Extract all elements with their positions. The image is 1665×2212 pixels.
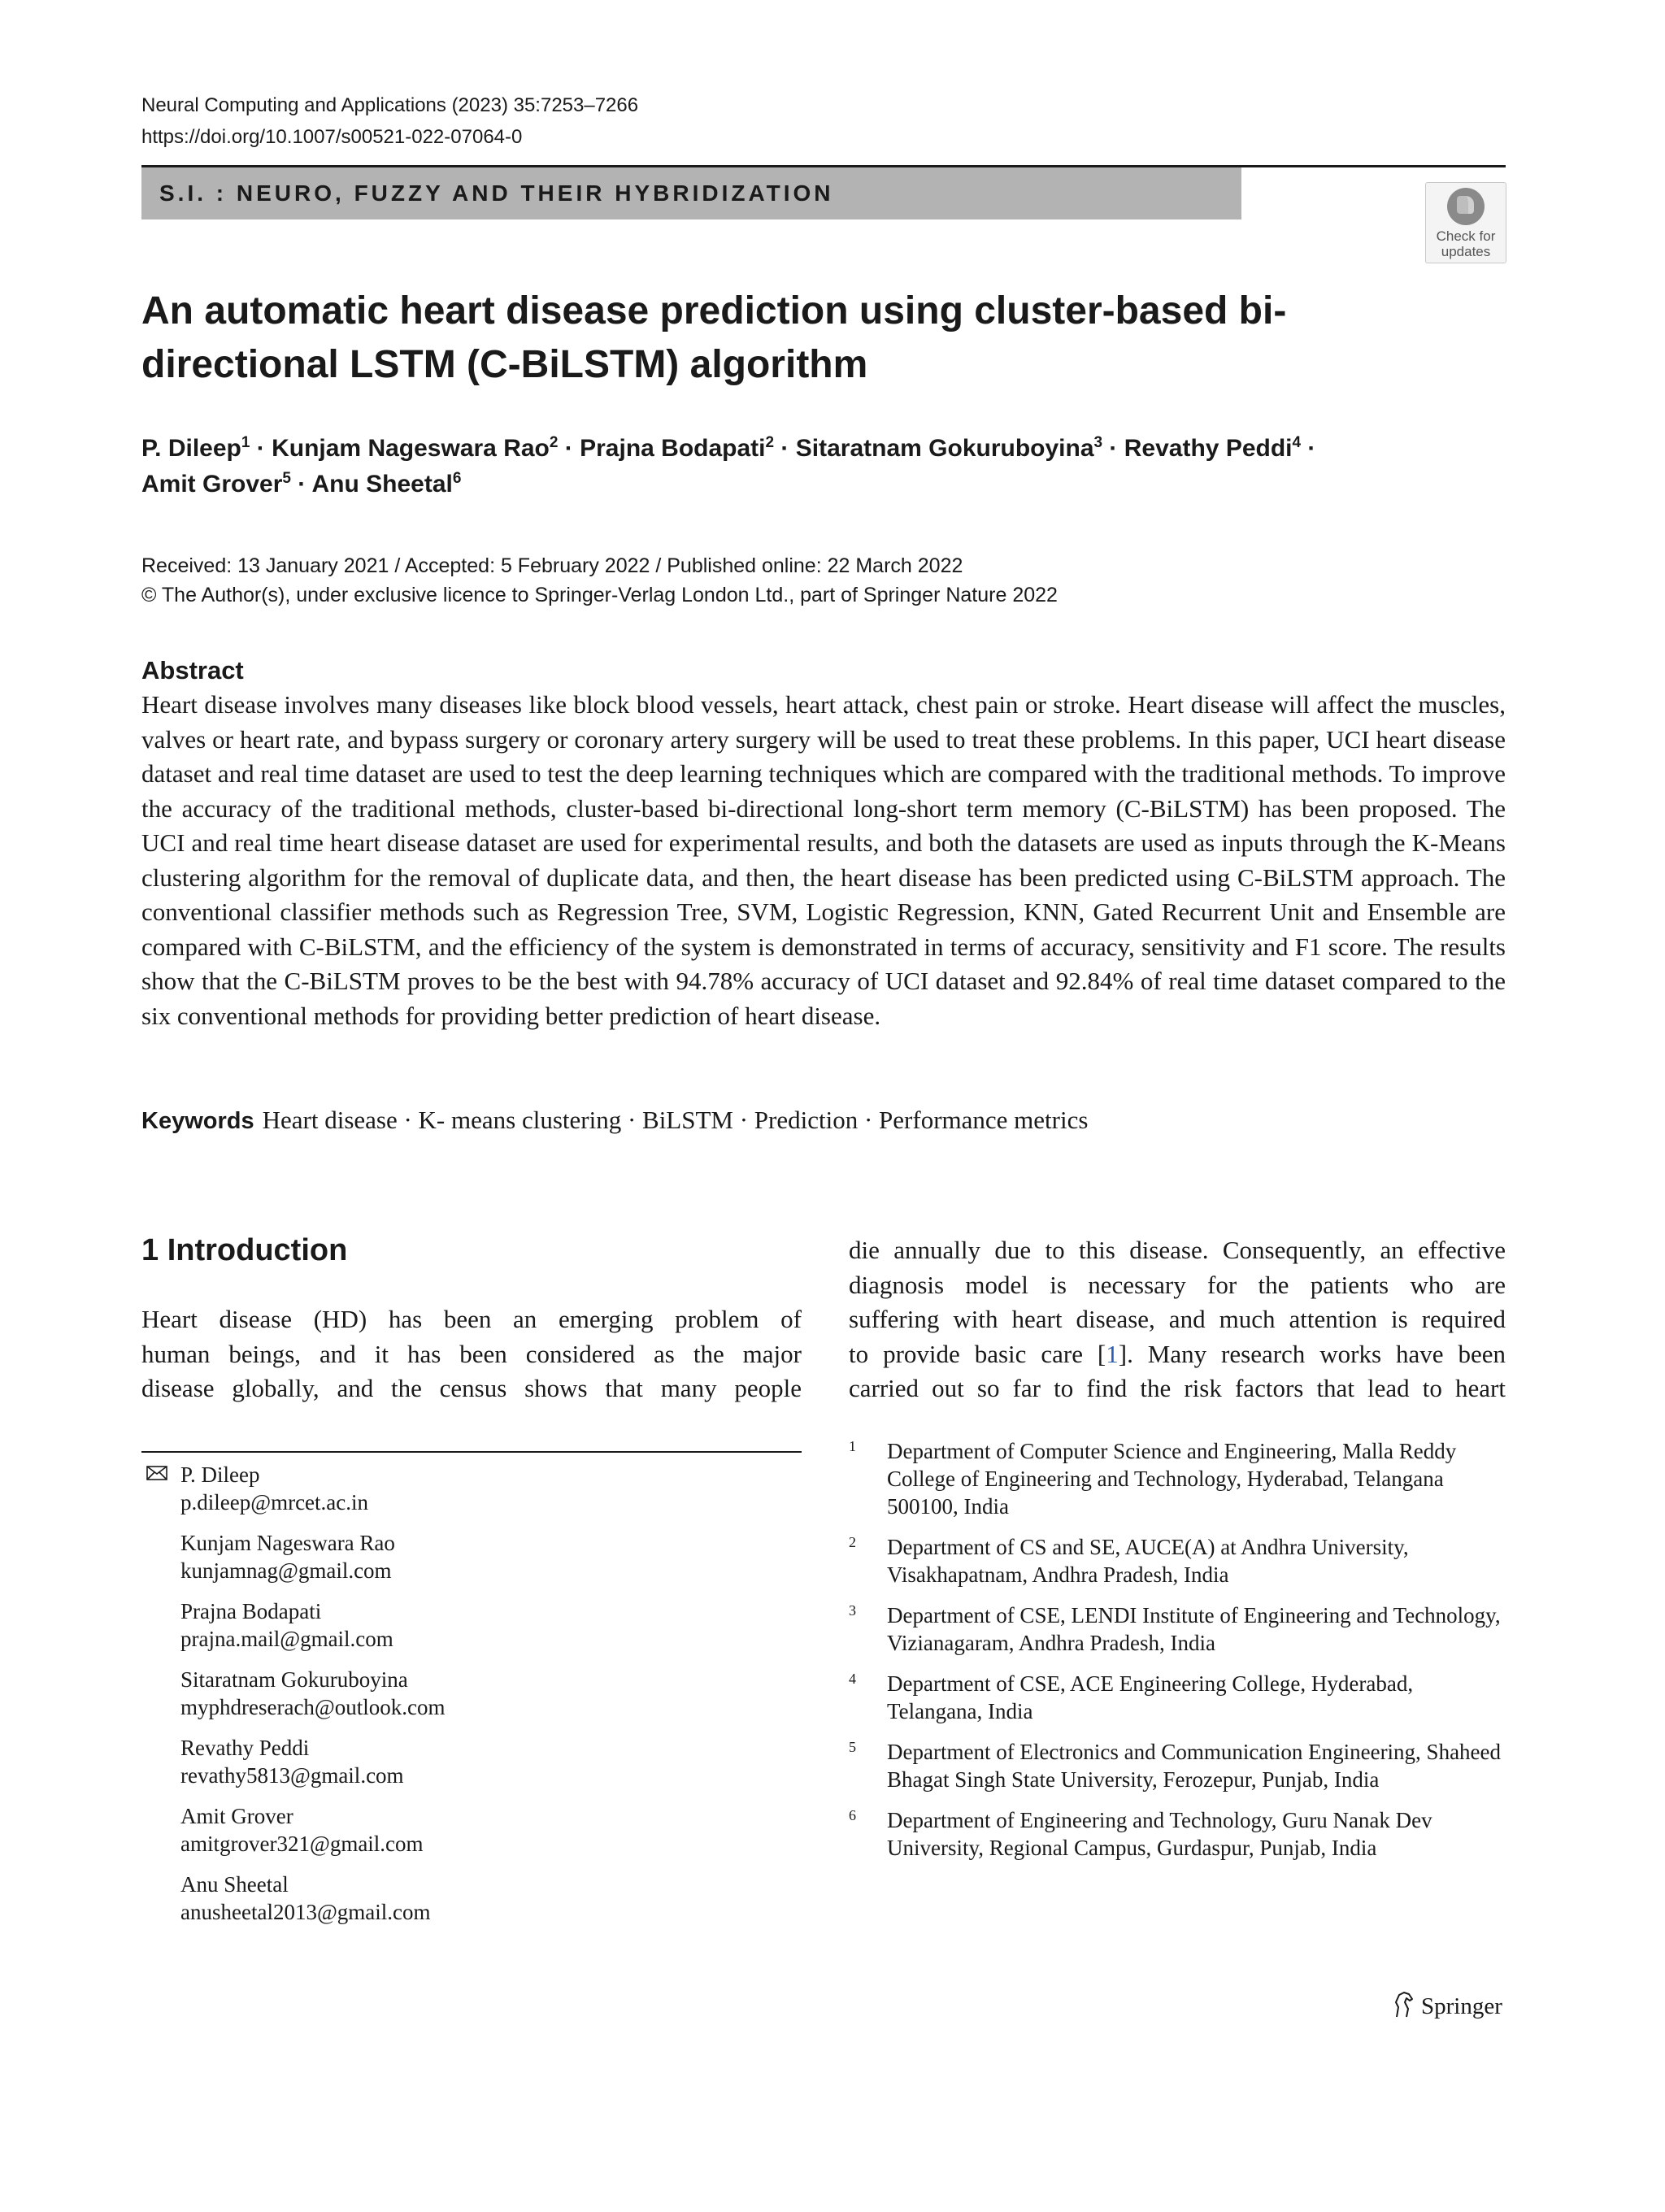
- abstract-heading: Abstract: [141, 656, 244, 684]
- affiliation-entry: [849, 1806, 1506, 1862]
- author-list: P. Dileep$^1$ · Kunjam Nageswara Rao$^2$ · Prajna Bodapati$^2$ · Sitaratnam Gokuruboyina$^3$ · Revathy Peddi$^4$ · Amit Grover$^5$ · Anu Sheetal$^6$: [141, 434, 1316, 498]
- introduction-heading: 1 Introduction: [141, 1233, 348, 1267]
- keywords-list: Heart disease · K- means clustering · BiLSTM · Prediction · Performance metrics: [262, 1106, 1089, 1134]
- affiliation-text: Department of CS and SE, AUCE(A) at Andhra University, Visakhapatnam, Andhra Pradesh, India: [887, 1535, 1409, 1587]
- journal-citation: Neural Computing and Applications (2023) 35:7253–7266: [141, 94, 639, 116]
- affiliation-number: 5: [849, 1739, 856, 1755]
- affiliation-number: 4: [849, 1671, 856, 1687]
- affiliation-number: 6: [849, 1807, 856, 1823]
- contact-name: Revathy Peddi: [180, 1736, 310, 1760]
- author-affiliation-mark: 6: [452, 470, 462, 487]
- check-for-updates-badge[interactable]: [1425, 182, 1506, 263]
- contact-name: Amit Grover: [180, 1804, 293, 1828]
- contact-entry: [141, 1871, 792, 1926]
- contact-name: Kunjam Nageswara Rao: [180, 1531, 395, 1555]
- contact-email[interactable]: prajna.mail@gmail.com: [180, 1627, 393, 1651]
- author-affiliation-mark: 4: [1292, 434, 1302, 451]
- publisher-logo: [1392, 1990, 1502, 2023]
- author-name[interactable]: Kunjam Nageswara Rao: [272, 435, 550, 462]
- body-line: disease globally, and the census shows that many people: [141, 1374, 802, 1402]
- body-line: suffering with heart disease, and much attention is required: [849, 1305, 1506, 1333]
- affiliation-entry: [849, 1670, 1506, 1725]
- contact-entry: [141, 1734, 792, 1789]
- contact-entry: [141, 1461, 792, 1516]
- footnote-rule: [141, 1451, 802, 1453]
- affiliation-text: Department of Electronics and Communication Engineering, Shaheed Bhagat Singh State University, Ferozepur, Punjab, India: [887, 1740, 1502, 1792]
- author-affiliation-mark: 1: [241, 434, 250, 451]
- section-label: S.I. : NEURO, FUZZY AND THEIR HYBRIDIZATION: [159, 180, 834, 206]
- introduction-right-column: [849, 1233, 1506, 1406]
- keywords: [141, 1103, 1088, 1138]
- badge-line-1: Check for: [1436, 228, 1496, 244]
- doi-link[interactable]: https://doi.org/10.1007/s00521-022-07064-0: [141, 126, 523, 148]
- contact-email[interactable]: amitgrover321@gmail.com: [180, 1832, 424, 1856]
- publication-dates: Received: 13 January 2021 / Accepted: 5 February 2022 / Published online: 22 March 2022: [141, 554, 963, 577]
- author-affiliation-mark: 3: [1093, 434, 1103, 451]
- body-line-with-citation: to provide basic care [1]. Many research works have been: [849, 1339, 1506, 1368]
- affiliation-text: Department of CSE, LENDI Institute of Engineering and Technology, Vizianagaram, Andhra Pradesh, India: [887, 1603, 1501, 1655]
- affiliation-entry: [849, 1437, 1506, 1520]
- contact-name: P. Dileep: [180, 1462, 260, 1487]
- contact-entry: [141, 1597, 792, 1653]
- affiliation-entry: [849, 1533, 1506, 1588]
- contact-entry: [141, 1666, 792, 1721]
- affiliation-number: 1: [849, 1438, 856, 1454]
- affiliations: [849, 1437, 1506, 1875]
- body-line: carried out so far to find the risk factors that lead to heart: [849, 1374, 1506, 1402]
- body-line: human beings, and it has been considered as the major: [141, 1339, 802, 1368]
- citation-link[interactable]: 1: [1106, 1339, 1119, 1368]
- body-line: diagnosis model is necessary for the patients who are: [849, 1270, 1506, 1299]
- journal-header: [141, 89, 638, 153]
- contact-name: Sitaratnam Gokuruboyina: [180, 1667, 408, 1692]
- affiliation-number: 3: [849, 1602, 856, 1619]
- author-name[interactable]: P. Dileep: [141, 435, 241, 462]
- copyright-notice: © The Author(s), under exclusive licence to Springer-Verlag London Ltd., part of Springer Nature 2022: [141, 584, 1058, 606]
- badge-line-2: updates: [1441, 244, 1491, 259]
- author-name[interactable]: Amit Grover: [141, 471, 283, 498]
- affiliation-text: Department of CSE, ACE Engineering College, Hyderabad, Telangana, India: [887, 1671, 1414, 1723]
- author-name[interactable]: Prajna Bodapati: [580, 435, 766, 462]
- author-name[interactable]: Sitaratnam Gokuruboyina: [795, 435, 1094, 462]
- abstract-text: Heart disease involves many diseases like block blood vessels, heart attack, chest pain or stroke. Heart disease will affect the muscles, valves or heart rate, and bypass surgery or coronary artery surgery will be used to treat these problems. In this paper, UCI heart disease dataset and real time dataset are used to test the deep learning techniques which are compared with the traditional methods. To improve the accuracy of the traditional methods, cluster-based bi-directional long-short term memory (C-BiLSTM) has been proposed. The UCI and real time heart disease dataset are used for experimental results, and both the datasets are used as inputs through the K-Means clustering algorithm for the removal of duplicate data, and then, the heart disease has been predicted using C-BiLSTM approach. The conventional classifier methods such as Regression Tree, SVM, Logistic Regression, KNN, Gated Recurrent Unit and Ensemble are compared with C-BiLSTM, and the efficiency of the system is demonstrated in terms of accuracy, sensitivity and F1 score. The results show that the C-BiLSTM proves to be the best with 94.78% accuracy of UCI dataset and 92.84% of real time dataset compared to the six conventional methods for providing better prediction of heart disease.: [141, 690, 1506, 1030]
- contact-entry: [141, 1802, 792, 1858]
- contact-email[interactable]: revathy5813@gmail.com: [180, 1763, 404, 1788]
- author-name[interactable]: Anu Sheetal: [311, 471, 453, 498]
- author-affiliation-mark: 5: [282, 470, 291, 487]
- corresponding-authors: [141, 1461, 792, 1939]
- article-title: An automatic heart disease prediction using cluster-based bi-directional LSTM (C-BiLSTM) algorithm: [141, 289, 1287, 386]
- introduction-left-column: [141, 1302, 802, 1406]
- envelope-icon: [146, 1466, 167, 1480]
- check-for-updates-icon: [1447, 188, 1485, 225]
- contact-email[interactable]: p.dileep@mrcet.ac.in: [180, 1490, 369, 1515]
- body-line: die annually due to this disease. Consequently, an effective: [849, 1236, 1506, 1264]
- author-affiliation-mark: 2: [765, 434, 775, 451]
- contact-email[interactable]: myphdreserach@outlook.com: [180, 1695, 446, 1719]
- publisher-name: Springer: [1421, 1993, 1502, 2019]
- body-line: Heart disease (HD) has been an emerging problem of: [141, 1305, 802, 1333]
- affiliation-entry: [849, 1738, 1506, 1793]
- contact-email[interactable]: kunjamnag@gmail.com: [180, 1558, 392, 1583]
- contact-email[interactable]: anusheetal2013@gmail.com: [180, 1900, 431, 1924]
- author-name[interactable]: Revathy Peddi: [1124, 435, 1293, 462]
- keywords-heading: Keywords: [141, 1108, 254, 1134]
- affiliation-number: 2: [849, 1534, 856, 1550]
- contact-name: Prajna Bodapati: [180, 1599, 322, 1623]
- affiliation-text: Department of Computer Science and Engineering, Malla Reddy College of Engineering and Technology, Hyderabad, Telangana 500100, India: [887, 1439, 1457, 1519]
- publication-info: [141, 551, 1058, 610]
- author-affiliation-mark: 2: [549, 434, 559, 451]
- contact-name: Anu Sheetal: [180, 1872, 289, 1897]
- springer-horse-icon: [1392, 1991, 1416, 2019]
- affiliation-text: Department of Engineering and Technology, Guru Nanak Dev University, Regional Campus, Gurdaspur, Punjab, India: [887, 1808, 1432, 1860]
- contact-entry: [141, 1529, 792, 1584]
- affiliation-entry: [849, 1601, 1506, 1657]
